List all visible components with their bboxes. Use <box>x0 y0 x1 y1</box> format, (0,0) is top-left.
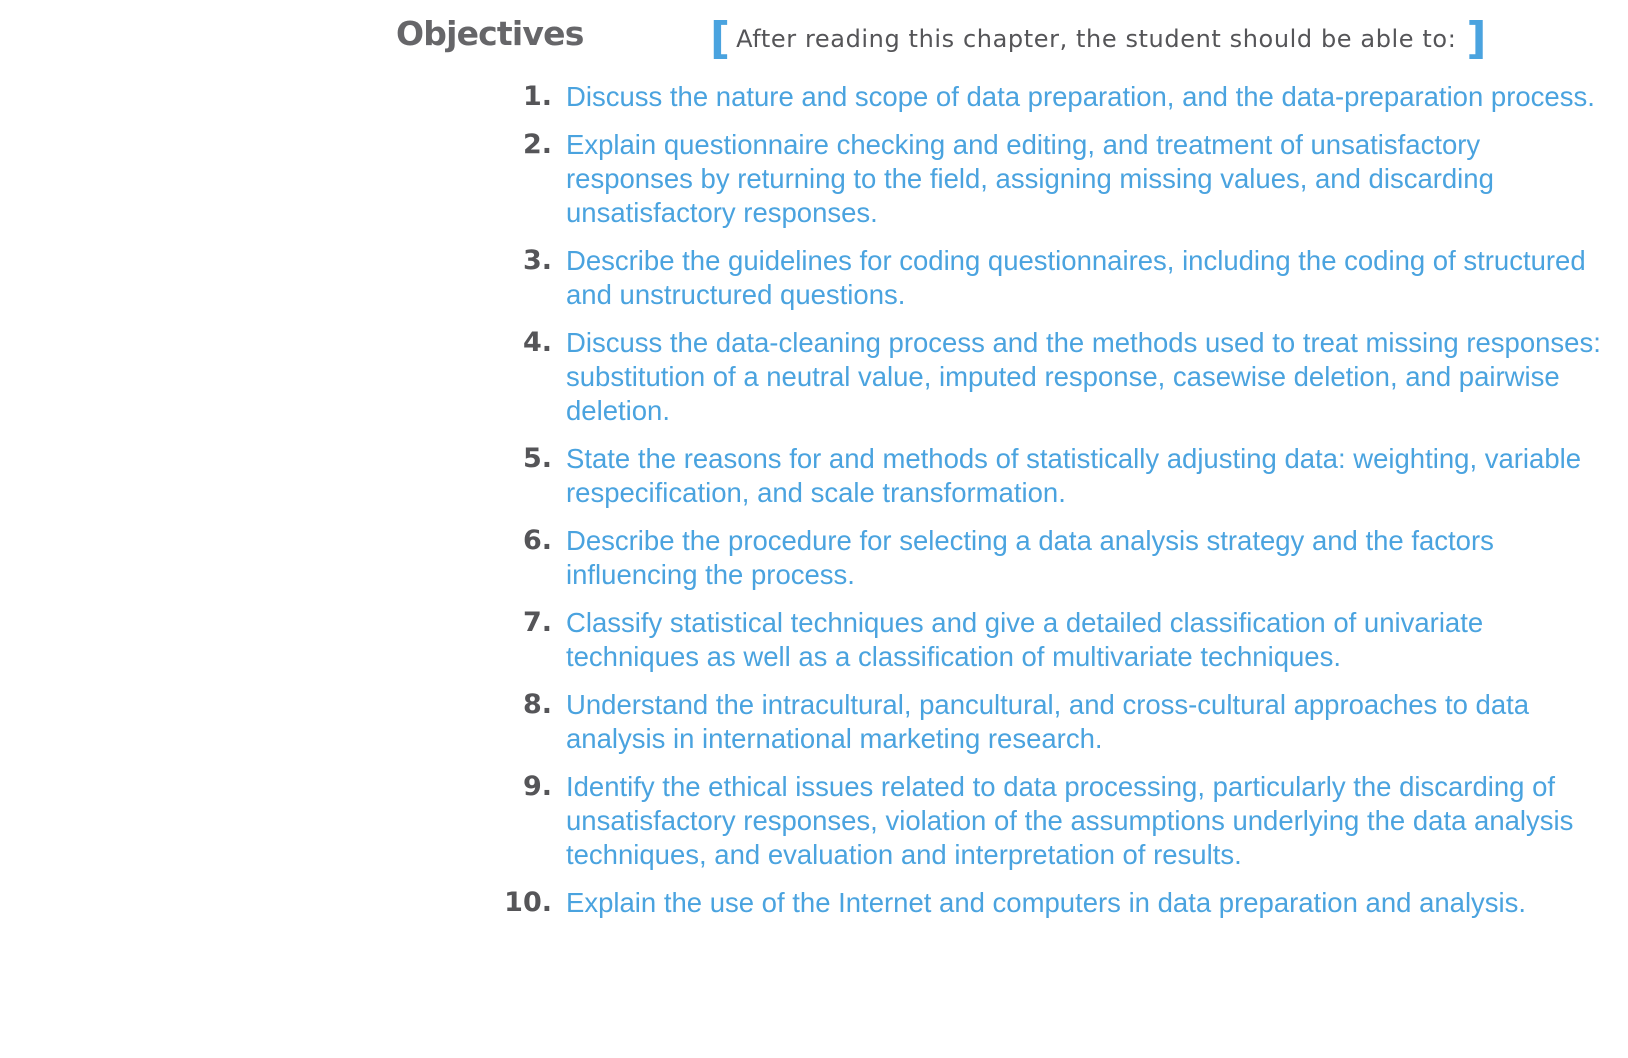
objective-number: 4. <box>522 327 552 358</box>
intro-banner <box>710 13 1487 64</box>
objective-item <box>500 128 1610 230</box>
objective-item <box>500 688 1610 756</box>
objectives-list <box>500 80 1610 934</box>
objective-text: Describe the procedure for selecting a data analysis strategy and the factors influencing the process. <box>566 525 1494 590</box>
objective-text: Describe the guidelines for coding questionnaires, including the coding of structured and unstructured questions. <box>566 245 1586 310</box>
objective-item <box>500 244 1610 312</box>
objective-text: Explain questionnaire checking and editing, and treatment of unsatisfactory responses by returning to the field, assigning missing values, and discarding unsatisfactory responses. <box>566 129 1494 228</box>
objective-item <box>500 524 1610 592</box>
objective-number: 7. <box>522 607 552 638</box>
objective-text: Explain the use of the Internet and computers in data preparation and analysis. <box>566 887 1527 918</box>
objective-item <box>500 886 1610 920</box>
objective-item <box>500 442 1610 510</box>
objective-text: Identify the ethical issues related to data processing, particularly the discarding of unsatisfactory responses, violation of the assumptions underlying the data analysis techniques, and evaluation and interpretation of results. <box>566 771 1574 870</box>
objective-number: 3. <box>522 245 552 276</box>
objective-number: 1. <box>522 81 552 112</box>
objective-item <box>500 770 1610 872</box>
objective-text: Discuss the nature and scope of data preparation, and the data-preparation process. <box>566 81 1595 112</box>
objective-number: 5. <box>522 443 552 474</box>
objective-item <box>500 606 1610 674</box>
objective-number: 2. <box>522 129 552 160</box>
objective-text: State the reasons for and methods of statistically adjusting data: weighting, variable respecification, and scale transformation. <box>566 443 1582 508</box>
objective-item <box>500 326 1610 428</box>
left-bracket: [ <box>710 13 731 64</box>
objective-number: 9. <box>522 771 552 802</box>
intro-text: After reading this chapter, the student should be able to: <box>736 25 1457 53</box>
objective-text: Discuss the data-cleaning process and the methods used to treat missing responses: substitution of a neutral value, imputed response, casewise deletion, and pairwise deletion. <box>566 327 1601 426</box>
page-title: Objectives <box>396 14 584 53</box>
objective-text: Classify statistical techniques and give a detailed classification of univariate techniques as well as a classification of multivariate techniques. <box>566 607 1484 672</box>
objective-number: 10. <box>504 887 552 918</box>
objective-item <box>500 80 1610 114</box>
right-bracket: ] <box>1466 13 1487 64</box>
objective-text: Understand the intracultural, pancultural, and cross-cultural approaches to data analysis in international marketing research. <box>566 689 1530 754</box>
objective-number: 8. <box>522 689 552 720</box>
objective-number: 6. <box>522 525 552 556</box>
